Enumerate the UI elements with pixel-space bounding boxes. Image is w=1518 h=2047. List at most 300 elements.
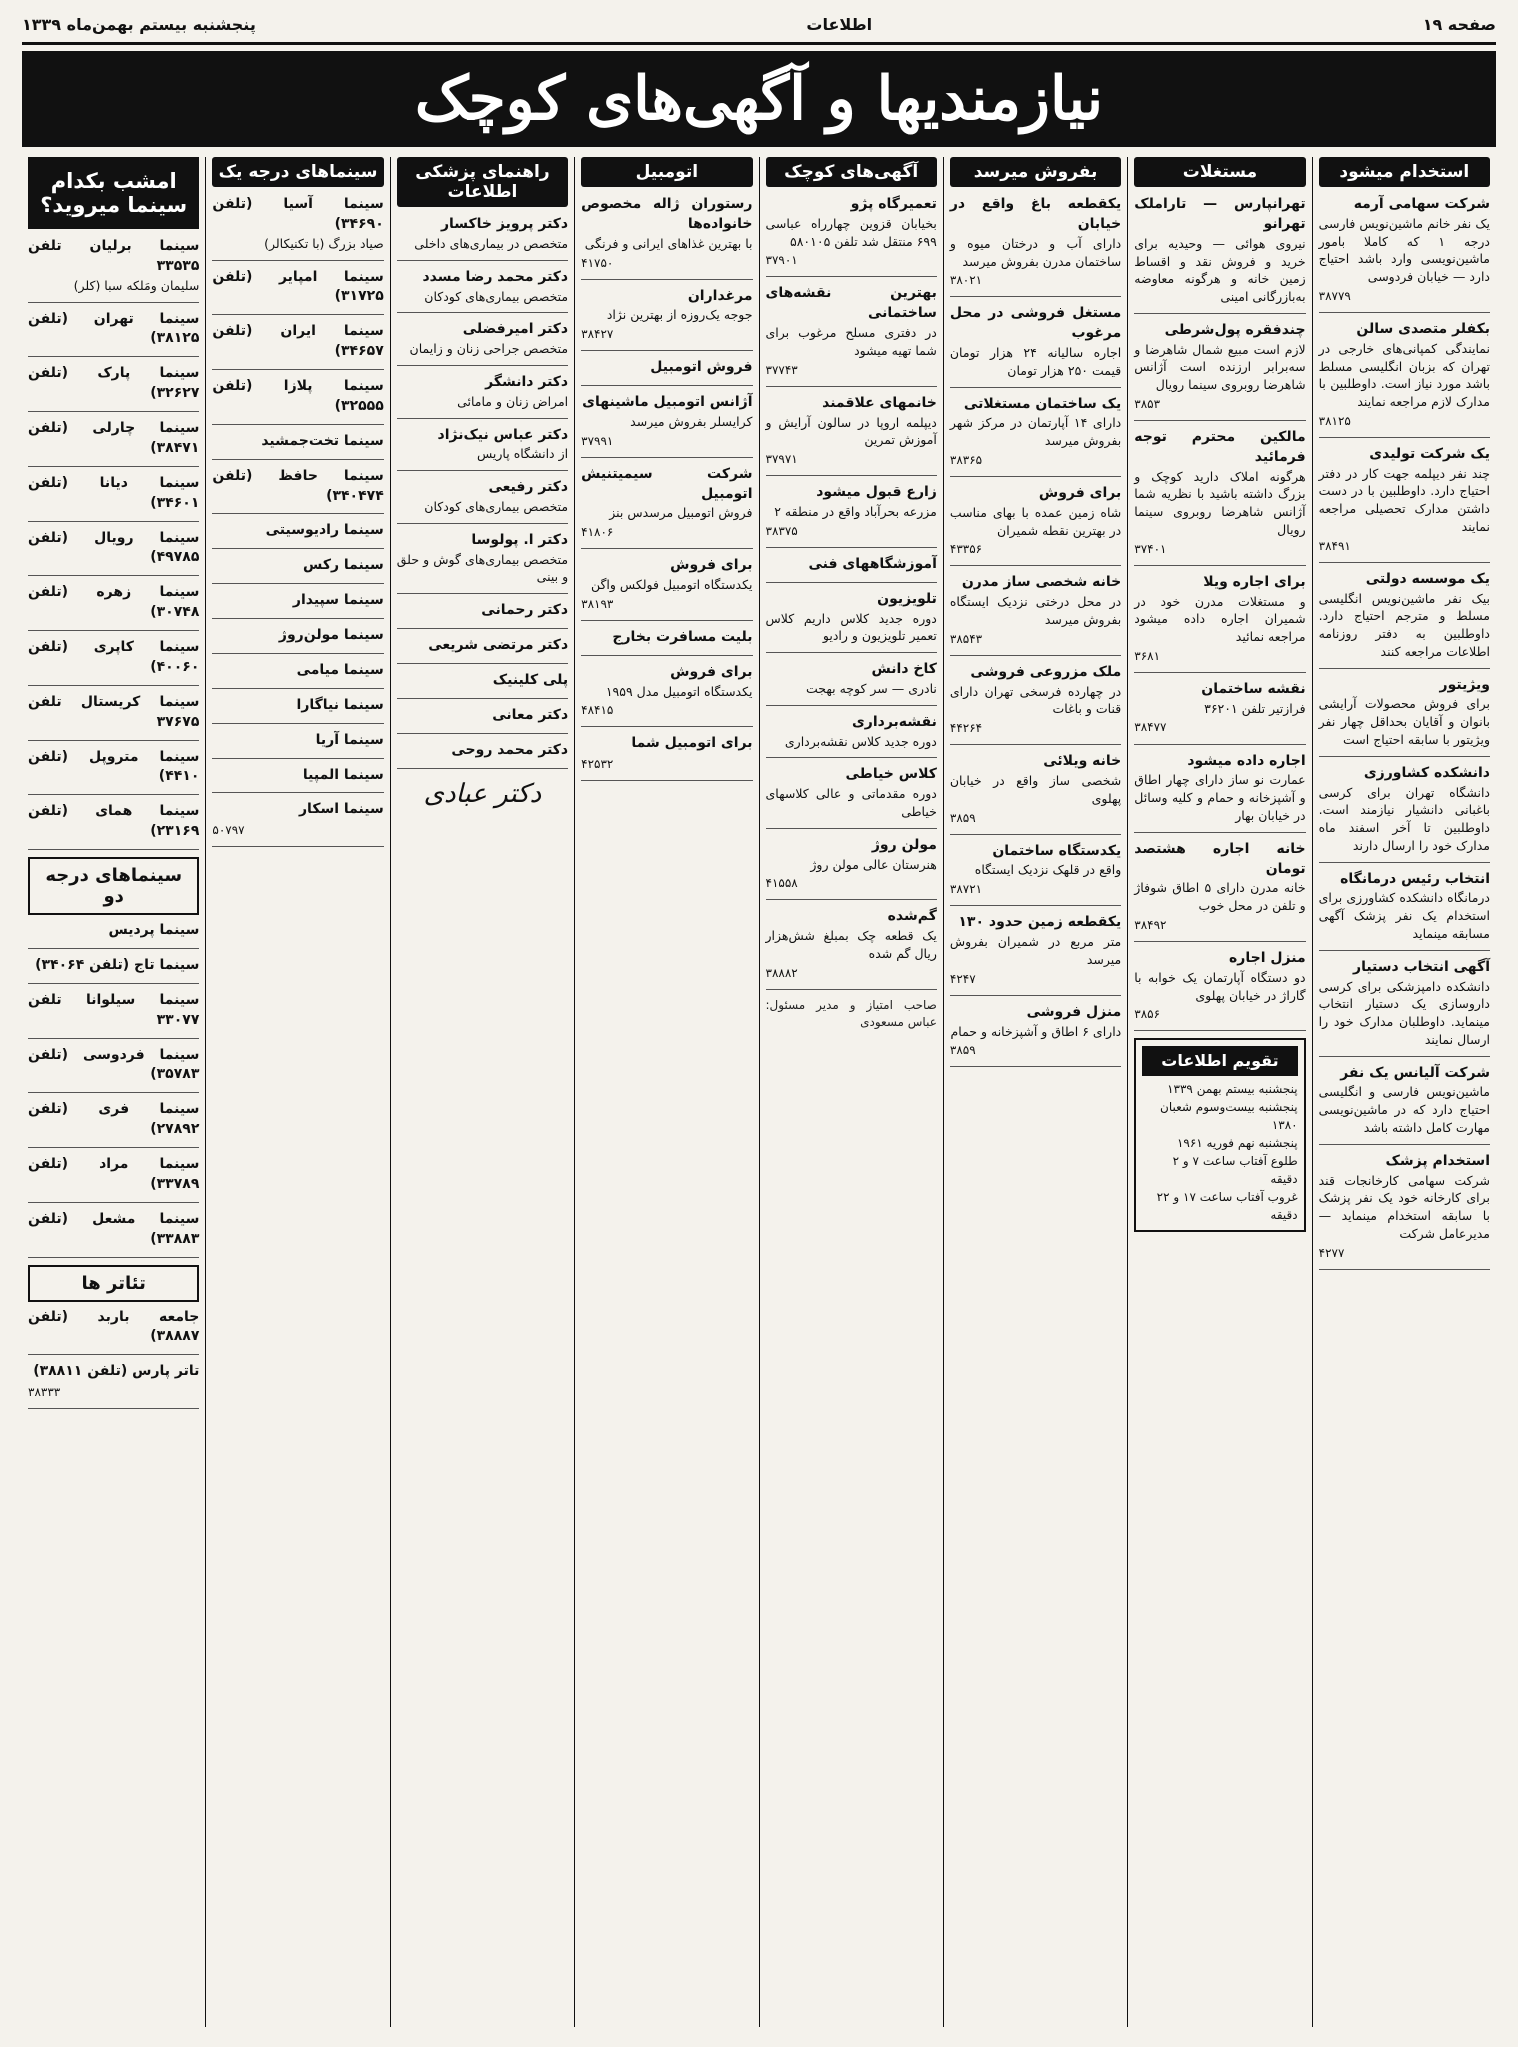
- ad-code: ۳۸۰۲۱: [949, 273, 983, 288]
- classified-ad: [766, 765, 937, 828]
- ad-text: برای فروش محصولات آرایشی بانوان و آقایان بحداقل چهار نفر ویژیتور با سابقه احتیاج است: [1318, 696, 1490, 747]
- doctor-signature: دکتر عبادی: [423, 778, 542, 809]
- ad-column: [759, 157, 943, 2027]
- classified-ad: [28, 693, 199, 741]
- ad-title: برای فروش: [1038, 484, 1122, 501]
- ad-code: ۴۸۴۱۵: [581, 703, 614, 718]
- calendar-line: پنجشنبه نهم فوریه ۱۹۶۱: [1176, 1136, 1298, 1151]
- ad-text: چند نفر دیپلمه جهت کار در دفتر احتیاج دارد. داوطلبین با در دست داشتن مدارک تحصیلی مراجعه نمایند: [1318, 465, 1490, 534]
- ad-text: شاه زمین عمده با بهای مناسب در بهترین نقطه شمیران: [949, 504, 1122, 538]
- ad-title: دکتر مرتضی شریعی: [428, 637, 569, 653]
- ad-code: ۳۸۷۲۱: [949, 882, 983, 897]
- classified-ad: [212, 467, 383, 515]
- classified-ad: [28, 802, 199, 850]
- classified-ad: [397, 671, 568, 699]
- ad-title: نقشه‌برداری: [851, 713, 937, 730]
- classified-ad: [581, 195, 752, 280]
- ad-title: مستغل فروشی در محل مرغوب: [949, 305, 1122, 342]
- classified-ad: [28, 638, 199, 686]
- classified-ad: [581, 465, 752, 550]
- ad-title: چندفقره پول‌شرطی: [1164, 321, 1306, 338]
- classified-ad: [1134, 573, 1305, 673]
- ad-title: سینما مشعل (تلفن ۳۳۸۸۳): [28, 1210, 200, 1247]
- classified-ad: [28, 1308, 199, 1356]
- classified-ad: [950, 484, 1121, 566]
- ad-title: سینما آریا: [315, 731, 384, 748]
- classified-ad: [28, 474, 199, 522]
- ad-text: دوره جدید کلاس داریم کلاس تعمیر تلویزیون و رادیو: [765, 610, 937, 644]
- classified-ad: [212, 696, 383, 724]
- ad-title: بهترین نقشه‌های ساختمانی: [765, 285, 937, 322]
- ad-code: ۴۱۵۵۸: [765, 876, 798, 891]
- ad-title: سینما تهران (تلفن ۳۸۱۲۵): [28, 310, 200, 347]
- classified-ad: [397, 478, 568, 524]
- ad-column: [574, 157, 758, 2027]
- classified-ad: [1319, 870, 1490, 951]
- ad-title: سینما برلیان تلفن ۳۳۵۳۵: [28, 238, 200, 274]
- ad-text: خانه مدرن دارای ۵ اطاق شوفاژ و تلفن در محل خوب: [1134, 880, 1306, 914]
- classified-ad: [950, 842, 1121, 907]
- ad-text: یک قطعه چک بمبلغ شش‌هزار ریال گم شده: [765, 928, 937, 961]
- classified-ad: [212, 322, 383, 370]
- ad-text: از دانشگاه پاریس: [476, 446, 569, 462]
- classified-ad: [212, 800, 383, 847]
- ad-columns: [22, 157, 1496, 2027]
- ad-title: سینما کاپری (تلفن ۴۰۰۶۰): [28, 639, 200, 675]
- classified-ad: [28, 583, 199, 631]
- ad-title: یک شرکت تولیدی: [1369, 445, 1490, 462]
- ad-column: [1312, 157, 1496, 2027]
- ad-title: استخدام پزشک: [1385, 1152, 1490, 1169]
- ad-title: سینما پارک (تلفن ۳۲۶۲۷): [28, 365, 200, 402]
- classified-ad: [766, 394, 937, 476]
- ad-title: گم‌شده: [887, 908, 937, 925]
- ad-text: نمایندگی کمپانی‌های خارجی در تهران که بزبان انگلیسی مسلط باشد مورد نیاز است. داوطلبین با مدارک لازم مراجعه نمایند: [1318, 340, 1490, 410]
- classified-ad: [581, 393, 752, 458]
- column-heading: مستغلات: [1134, 157, 1305, 187]
- classified-ad: [581, 628, 752, 656]
- ad-text: متخصص در بیماری‌های داخلی: [414, 235, 569, 251]
- classified-ad: [212, 766, 383, 794]
- classified-ad: [397, 426, 568, 472]
- ad-column: [943, 157, 1127, 2027]
- ad-title: آگهی انتخاب دستیار: [1353, 958, 1490, 975]
- ad-text: و مستغلات مدرن خود در شمیران اجاره داده میشود مراجعه نمائید: [1134, 593, 1306, 645]
- ad-title: تلویزیون: [877, 590, 937, 607]
- ad-title: سینما کریستال تلفن ۳۷۶۷۵: [28, 693, 200, 730]
- ad-code: ۳۶۸۱: [1134, 648, 1161, 663]
- classified-ad: [212, 377, 383, 425]
- classified-ad: [397, 268, 568, 314]
- ad-title: سینما ایران (تلفن ۳۴۶۵۷): [212, 323, 384, 360]
- ad-code: ۳۸۷۷۹: [1318, 288, 1351, 303]
- ad-text: دانشکده دامپزشکی برای کرسی داروسازی یک دستیار انتخاب مینماید. داوطلبان مدارک خود را ارسال نمایند: [1318, 978, 1490, 1047]
- ad-text: واقع در قلهک نزدیک ایستگاه: [974, 862, 1122, 878]
- column-heading: بفروش میرسد: [950, 157, 1121, 187]
- ad-code: ۴۲۷۷: [1318, 1245, 1345, 1260]
- classified-ad: [581, 556, 752, 621]
- ad-title: برای اجاره ویلا: [1203, 573, 1306, 590]
- ad-title: منزل اجاره: [1229, 949, 1306, 966]
- classified-ad: [1319, 570, 1490, 669]
- classified-ad: [950, 1003, 1121, 1068]
- ad-title: پلی کلینیک: [492, 671, 569, 688]
- ad-title: جامعه باربد (تلفن ۳۸۸۸۷): [28, 1308, 200, 1345]
- ad-text: کرایسلر بفروش میرسد: [630, 413, 753, 429]
- classified-ad: [950, 195, 1121, 297]
- classified-ad: [1134, 195, 1305, 314]
- ad-code: ۳۸۴۷۷: [1134, 720, 1167, 735]
- classified-ad: [397, 741, 568, 769]
- ad-title: خانه شخصی ساز مدرن: [961, 574, 1122, 591]
- classified-ad: [581, 734, 752, 781]
- classified-ad: [212, 432, 383, 460]
- ad-title: سینما رویال (تلفن ۴۹۷۸۵): [28, 529, 200, 566]
- ad-code: ۳۸۱۲۵: [1318, 413, 1351, 428]
- classified-ad: [28, 419, 199, 467]
- classified-ad: [950, 663, 1121, 745]
- ad-title: سینما چارلی (تلفن ۳۸۴۷۱): [28, 420, 200, 456]
- ad-text: بخیابان قزوین چهارراه عباسی ۶۹۹ منتقل شد تلفن ۵۸۰۱۰۵: [765, 215, 937, 249]
- classified-ad: [1319, 676, 1490, 757]
- ad-text: متخصص بیماری‌های کودکان: [424, 499, 569, 514]
- ad-text: متخصص بیماری‌های کودکان: [424, 288, 569, 304]
- cinema-question-banner: امشب بکدام سینما میروید؟: [28, 157, 199, 229]
- ad-title: سینما فری (تلفن ۲۷۸۹۲): [28, 1101, 200, 1138]
- ad-text: یک نفر خانم ماشین‌نویس فارسی درجه ۱ که کاملا بامور ماشین‌نویسی وارد باشد احتیاج دارد — خیابان فردوسی: [1318, 215, 1490, 285]
- classified-ad: [1134, 680, 1305, 745]
- ad-text: در چهارده فرسخی تهران دارای قنات و باغات: [949, 683, 1122, 717]
- ad-text: سلیمان ومَلکه سبا (کلر): [73, 277, 200, 293]
- ad-title: آموزشگاههای فنی: [808, 555, 937, 572]
- ad-title: شرکت آلیانس یک نفر: [1340, 1064, 1490, 1081]
- ad-text: یکدستگاه اتومبیل مدل ۱۹۵۹: [605, 683, 753, 699]
- ad-text: صیاد بزرگ (با تکنیکالر): [264, 235, 384, 251]
- ad-title: تهرانپارس — تاراملک تهرانو: [1134, 196, 1306, 232]
- classified-ad: [581, 358, 752, 386]
- section-banner: نیازمندیها و آگهی‌های کوچک: [22, 51, 1496, 147]
- calendar-line: پنجشنبه بیست‌وسوم شعبان ۱۳۸۰: [1160, 1100, 1298, 1133]
- ad-title: دکتر محمد رضا مسدد: [422, 268, 569, 285]
- ad-title: دکتر دانشگر: [485, 373, 569, 390]
- calendar-line: غروب آفتاب ساعت ۱۷ و ۲۲ دقیقه: [1156, 1190, 1298, 1223]
- ad-title: آژانس اتومبیل ماشینهای: [582, 394, 753, 411]
- ad-title: سینما آسیا (تلفن ۳۴۶۹۰): [212, 196, 384, 232]
- ad-title: برای اتومبیل شما: [631, 735, 753, 752]
- page-number: صفحه ۱۹: [1422, 14, 1496, 34]
- classified-ad: [397, 601, 568, 629]
- calendar-title: تقویم اطلاعات: [1142, 1046, 1297, 1076]
- ad-text: متر مربع در شمیران بفروش میرسد: [949, 934, 1122, 967]
- ad-title: خانمهای علاقمند: [822, 394, 937, 411]
- classified-ad: [950, 752, 1121, 834]
- ad-title: یکقطعه زمین حدود ۱۳۰: [958, 914, 1122, 931]
- ad-code: ۳۷۹۹۱: [581, 433, 614, 448]
- classified-ad: [1319, 320, 1490, 438]
- ad-text: نادری — سر کوچه بهجت: [806, 680, 937, 696]
- calendar-line: پنجشنبه بیستم بهمن ۱۳۳۹: [1167, 1082, 1298, 1097]
- classified-ad: [950, 913, 1121, 995]
- ad-text: امراض زنان و مامائی: [457, 393, 569, 409]
- classified-ad: [28, 364, 199, 412]
- ad-title: سینما متروپل (تلفن ۴۴۱۰): [28, 748, 200, 785]
- header-rule: [22, 42, 1496, 45]
- ad-title: یک موسسه دولتی: [1365, 570, 1490, 587]
- classified-ad: [397, 320, 568, 366]
- ad-text: شرکت سهامی کارخانجات قند برای کارخانه خود یک نفر پزشک با سابقه استخدام مینماید — مدیرعامل شرکت: [1318, 1172, 1490, 1241]
- ad-title: برای فروش: [670, 663, 753, 680]
- classified-ad: [766, 284, 937, 386]
- column-heading: اتومبیل: [581, 157, 752, 187]
- ad-text: اجاره سالیانه ۲۴ هزار تومان قیمت ۲۵۰ هزار تومان: [949, 345, 1122, 378]
- ad-title: فروش اتومبیل: [650, 359, 753, 376]
- ad-code: ۳۸۳۷۵: [765, 523, 798, 538]
- classified-ad: [397, 706, 568, 734]
- ad-code: ۵۰۷۹۷: [212, 823, 245, 838]
- ad-code: ۴۳۳۵۶: [949, 542, 983, 557]
- ad-title: سینما مراد (تلفن ۳۳۷۸۹): [28, 1156, 200, 1192]
- ad-title: سینما امپایر (تلفن ۳۱۷۲۵): [212, 268, 384, 305]
- second-class-cinemas-heading: سینماهای درجه دو: [28, 857, 199, 915]
- ad-title: برای فروش: [670, 557, 753, 574]
- classified-ad: [212, 521, 383, 549]
- ad-column: [22, 157, 205, 2027]
- classified-ad: [212, 661, 383, 689]
- classified-ad: [28, 991, 199, 1039]
- ad-code: ۳۷۴۰۱: [1134, 541, 1167, 556]
- ad-title: دکتر معانی: [492, 706, 569, 723]
- ad-title: سینما سپیدار: [292, 592, 384, 609]
- ad-code: ۳۸۳۳۳: [28, 1385, 61, 1400]
- classified-ad: [581, 663, 752, 728]
- classified-ad: [28, 921, 199, 949]
- ad-text: متخصص جراحی زنان و زایمان: [409, 341, 569, 357]
- ad-title: سینما رادیوسیتی: [265, 522, 384, 539]
- classified-ad: [766, 836, 937, 901]
- column-heading: سینماهای درجه یک: [212, 157, 383, 187]
- ad-title: سینما نیاگارا: [296, 696, 384, 713]
- ad-title: شرکت سهامی آرمه: [1353, 196, 1490, 212]
- ad-title: سینما سیلوانا تلفن ۳۳۰۷۷: [28, 991, 200, 1028]
- ad-title: سینما پلازا (تلفن ۳۲۵۵۵): [212, 378, 384, 414]
- classified-ad: [212, 556, 383, 584]
- ad-code: ۳۸۳۶۵: [949, 452, 983, 467]
- classified-ad: [581, 287, 752, 352]
- classified-ad: [1134, 840, 1305, 942]
- classified-ad: [397, 373, 568, 419]
- publisher-note: صاحب امتیاز و مدیر مسئول: عباس مسعودی: [765, 997, 937, 1029]
- ad-title: یکدستگاه ساختمان: [992, 842, 1122, 859]
- ad-text: دانشگاه تهران برای کرسی باغبانی دانشیار نیازمند است. داوطلبین تا آخر اسفند ماه مدارک خود را ارسال دارند: [1318, 784, 1490, 853]
- ad-text: دارای ۱۴ آپارتمان در مرکز شهر بفروش میرسد: [949, 415, 1122, 449]
- ad-code: ۳۷۷۴۳: [765, 362, 798, 377]
- classified-ad: [28, 1100, 199, 1148]
- ad-title: ملک مزروعی فروشی: [970, 663, 1122, 680]
- ad-text: هنرستان عالی مولن روژ: [810, 856, 937, 872]
- classified-ad: [28, 1210, 199, 1258]
- ad-code: ۳۸۵۹: [949, 810, 976, 825]
- ad-title: مالکین محترم توجه فرمائید: [1134, 428, 1306, 465]
- ad-code: ۳۸۴۲۷: [581, 327, 614, 342]
- ad-title: سینما تاج (تلفن ۳۴۰۶۴): [35, 956, 200, 973]
- ad-text: شخصی ساز واقع در خیابان پهلوی: [949, 773, 1122, 806]
- ad-text: نیروی هوائی — وحیدیه برای خرید و فروش نقد و اقساط زمین خانه و هرگونه معاوضه به‌بازرگانی امینی: [1134, 235, 1306, 304]
- ad-text: هرگونه املاک دارید کوچک و بزرگ داشته باشید با نظریه شما آژانس شاهرضا روبروی سینما رویال: [1134, 468, 1306, 537]
- classified-ad: [212, 268, 383, 316]
- ad-title: تعمیرگاه پژو: [850, 196, 937, 212]
- classified-ad: [766, 907, 937, 989]
- ad-text: فرازتیر تلفن ۳۶۲۰۱: [1204, 700, 1306, 716]
- ad-title: دکتر عباس نیک‌نژاد: [437, 426, 569, 443]
- ad-title: مرغداران: [687, 287, 753, 304]
- classified-ad: [1319, 445, 1490, 563]
- ad-text: با بهترین غذاهای ایرانی و فرنگی: [584, 235, 753, 251]
- ad-title: دکتر محمد روحی: [451, 741, 569, 758]
- ad-title: زارع قبول میشود: [816, 484, 937, 501]
- ad-title: یکقطعه باغ واقع در خیابان: [949, 196, 1122, 232]
- classified-ad: [28, 956, 199, 984]
- ad-title: اجاره داده میشود: [1187, 752, 1306, 769]
- classified-ad: [1319, 1064, 1490, 1145]
- ad-title: سینما زهره (تلفن ۳۰۷۴۸): [28, 584, 200, 621]
- ad-code: ۳۸۴۹۱: [1318, 538, 1351, 553]
- column-heading: آگهی‌های کوچک: [766, 157, 937, 187]
- calendar-box: [1134, 1038, 1305, 1232]
- ad-title: دکتر پرویز خاکسار: [440, 216, 569, 232]
- ad-title: سینما میامی: [296, 661, 384, 678]
- ad-text: یکدستگاه اتومبیل فولکس واگن: [590, 577, 753, 593]
- classified-ad: [28, 237, 199, 303]
- ad-title: دانشکده کشاورزی: [1363, 764, 1490, 781]
- ad-text: مزرعه بحرآباد واقع در منطقه ۲: [774, 503, 937, 519]
- classified-ad: [28, 1155, 199, 1203]
- classified-ad: [1319, 195, 1490, 313]
- classified-ad: [212, 195, 383, 261]
- ad-column: [205, 157, 389, 2027]
- ad-text: دوره جدید کلاس نقشه‌برداری: [784, 733, 937, 749]
- ad-text: در دفتری مسلح مرغوب برای شما تهیه میشود: [765, 325, 937, 358]
- ad-title: دکتر رحمانی: [481, 602, 569, 619]
- ad-title: خانه ویلائی: [1043, 753, 1122, 770]
- calendar-line: طلوع آفتاب ساعت ۷ و ۲ دقیقه: [1172, 1154, 1298, 1187]
- ad-title: کلاس خیاطی: [845, 766, 937, 783]
- ad-title: کاخ دانش: [871, 661, 937, 677]
- ad-text: دارای آب و درختان میوه و ساختمان مدرن بفروش میرسد: [949, 235, 1122, 269]
- ad-title: بلیت مسافرت بخارج: [612, 628, 753, 645]
- ad-code: ۴۴۲۶۴: [949, 721, 983, 736]
- ad-title: نقشه ساختمان: [1201, 680, 1306, 697]
- classified-ad: [397, 531, 568, 594]
- classified-ad: [766, 483, 937, 548]
- newspaper-name: اطلاعات: [806, 14, 873, 34]
- ad-code: ۳۸۸۸۲: [765, 965, 798, 980]
- ad-text: در محل درختی نزدیک ایستگاه بفروش میرسد: [949, 594, 1122, 627]
- classified-ad: [1134, 752, 1305, 833]
- ad-text: درمانگاه دانشکده کشاورزی برای استخدام یک نفر پزشک آگهی مسابقه مینماید: [1318, 890, 1490, 941]
- classified-ad: [28, 310, 199, 358]
- ad-title: سینما دیانا (تلفن ۳۴۶۰۱): [28, 474, 200, 511]
- ad-text: عمارت نو ساز دارای چهار اطاق و آشپزخانه و حمام و کلیه وسائل در خیابان بهار: [1134, 772, 1306, 823]
- ad-text: جوجه یک‌روزه از بهترین نژاد: [606, 307, 753, 323]
- classified-ad: [212, 626, 383, 654]
- ad-code: ۳۸۵۶: [1134, 1007, 1161, 1022]
- ad-code: ۳۸۵۴۳: [949, 631, 983, 646]
- classified-ad: [766, 713, 937, 759]
- ad-title: سینما مولن‌روژ: [278, 627, 384, 643]
- ad-text: دارای ۶ اطاق و آشپزخانه و حمام: [950, 1023, 1122, 1039]
- column-heading: راهنمای پزشکی اطلاعات: [397, 157, 568, 207]
- ad-code: ۳۸۵۹: [949, 1043, 976, 1058]
- ad-code: ۴۱۸۰۶: [581, 525, 614, 540]
- classified-ad: [1134, 949, 1305, 1031]
- ad-title: مولن روژ: [871, 836, 937, 853]
- ad-text: دوره مقدماتی و عالی کلاسهای خیاطی: [765, 786, 937, 819]
- ad-text: لازم است مبیع شمال شاهرضا و سه‌برابر ارزنده است آژانس شاهرضا روبروی سینما رویال: [1134, 341, 1306, 393]
- ad-title: ویژیتور: [1439, 676, 1490, 693]
- ad-title: بکفلر متصدی سالن: [1356, 320, 1490, 337]
- ad-title: دکتر ا. پولوسا: [471, 531, 569, 548]
- ad-text: دیپلمه اروپا در سالون آرایش و آموزش تمرین: [765, 414, 937, 448]
- classified-ad: [1134, 428, 1305, 566]
- ad-title: سینما پردیس: [108, 922, 200, 938]
- ad-code: ۳۸۵۳: [1134, 396, 1161, 411]
- ad-code: ۴۱۷۵۰: [581, 255, 614, 270]
- ad-text: فروش اتومبیل مرسدس بنز: [609, 505, 753, 521]
- ad-title: یک ساختمان مستغلاتی: [963, 395, 1122, 412]
- ad-column: [390, 157, 574, 2027]
- ad-title: تاتر پارس (تلفن ۳۸۸۱۱): [33, 1363, 200, 1380]
- issue-date: پنجشنبه بیستم بهمن‌ماه ۱۳۳۹: [22, 14, 256, 34]
- ad-title: رستوران ژاله مخصوص خانواده‌ها: [581, 196, 753, 232]
- classified-ad: [766, 195, 937, 277]
- classified-ad: [1319, 764, 1490, 863]
- classified-ad: [28, 1362, 199, 1409]
- ad-title: سینما حافظ (تلفن ۳۴۰۴۷۴): [212, 467, 384, 504]
- classified-ad: [1319, 1152, 1490, 1270]
- ad-code: ۳۸۴۹۲: [1134, 917, 1167, 932]
- ad-code: ۴۲۴۷: [949, 971, 976, 986]
- classified-ad: [766, 590, 937, 653]
- classified-ad: [950, 304, 1121, 387]
- classified-ad: [28, 529, 199, 577]
- ad-text: بیک نفر ماشین‌نویس انگلیسی مسلط و مترجم احتیاج دارد. داوطلبین به دفتر روزنامه اطلاعات مراجعه کنند: [1318, 590, 1490, 659]
- ad-text: ماشین‌نویس فارسی و انگلیسی احتیاج دارد که در ماشین‌نویسی مهارت کامل داشته باشد: [1318, 1084, 1490, 1135]
- classified-ad: [212, 591, 383, 619]
- classified-ad: [766, 555, 937, 583]
- ad-title: سینما المپیا: [302, 766, 384, 783]
- ad-title: دکتر رفیعی: [488, 479, 569, 496]
- ad-title: سینما رکس: [303, 557, 384, 574]
- ad-title: انتخاب رئیس درمانگاه: [1340, 870, 1490, 887]
- classified-ad: [950, 395, 1121, 477]
- classified-ad: [397, 636, 568, 664]
- classified-ad: [1319, 958, 1490, 1057]
- classified-ad: [1134, 321, 1305, 421]
- ad-title: سینما همای (تلفن ۲۳۱۶۹): [28, 803, 200, 840]
- ad-title: سینما فردوسی (تلفن ۳۵۷۸۳): [28, 1046, 200, 1083]
- page-header: [22, 10, 1496, 38]
- classified-ad: [28, 748, 199, 796]
- column-heading: استخدام میشود: [1319, 157, 1490, 187]
- ad-title: سینما تخت‌جمشید: [261, 432, 384, 449]
- classified-ad: [397, 215, 568, 261]
- classified-ad: [28, 1046, 199, 1094]
- ad-column: [1127, 157, 1311, 2027]
- ad-text: متخصص بیماری‌های گوش و حلق و بینی: [396, 551, 569, 585]
- ad-code: ۳۷۹۰۱: [765, 253, 798, 268]
- ad-title: سینما اسکار: [299, 801, 384, 818]
- classified-ad: [212, 731, 383, 759]
